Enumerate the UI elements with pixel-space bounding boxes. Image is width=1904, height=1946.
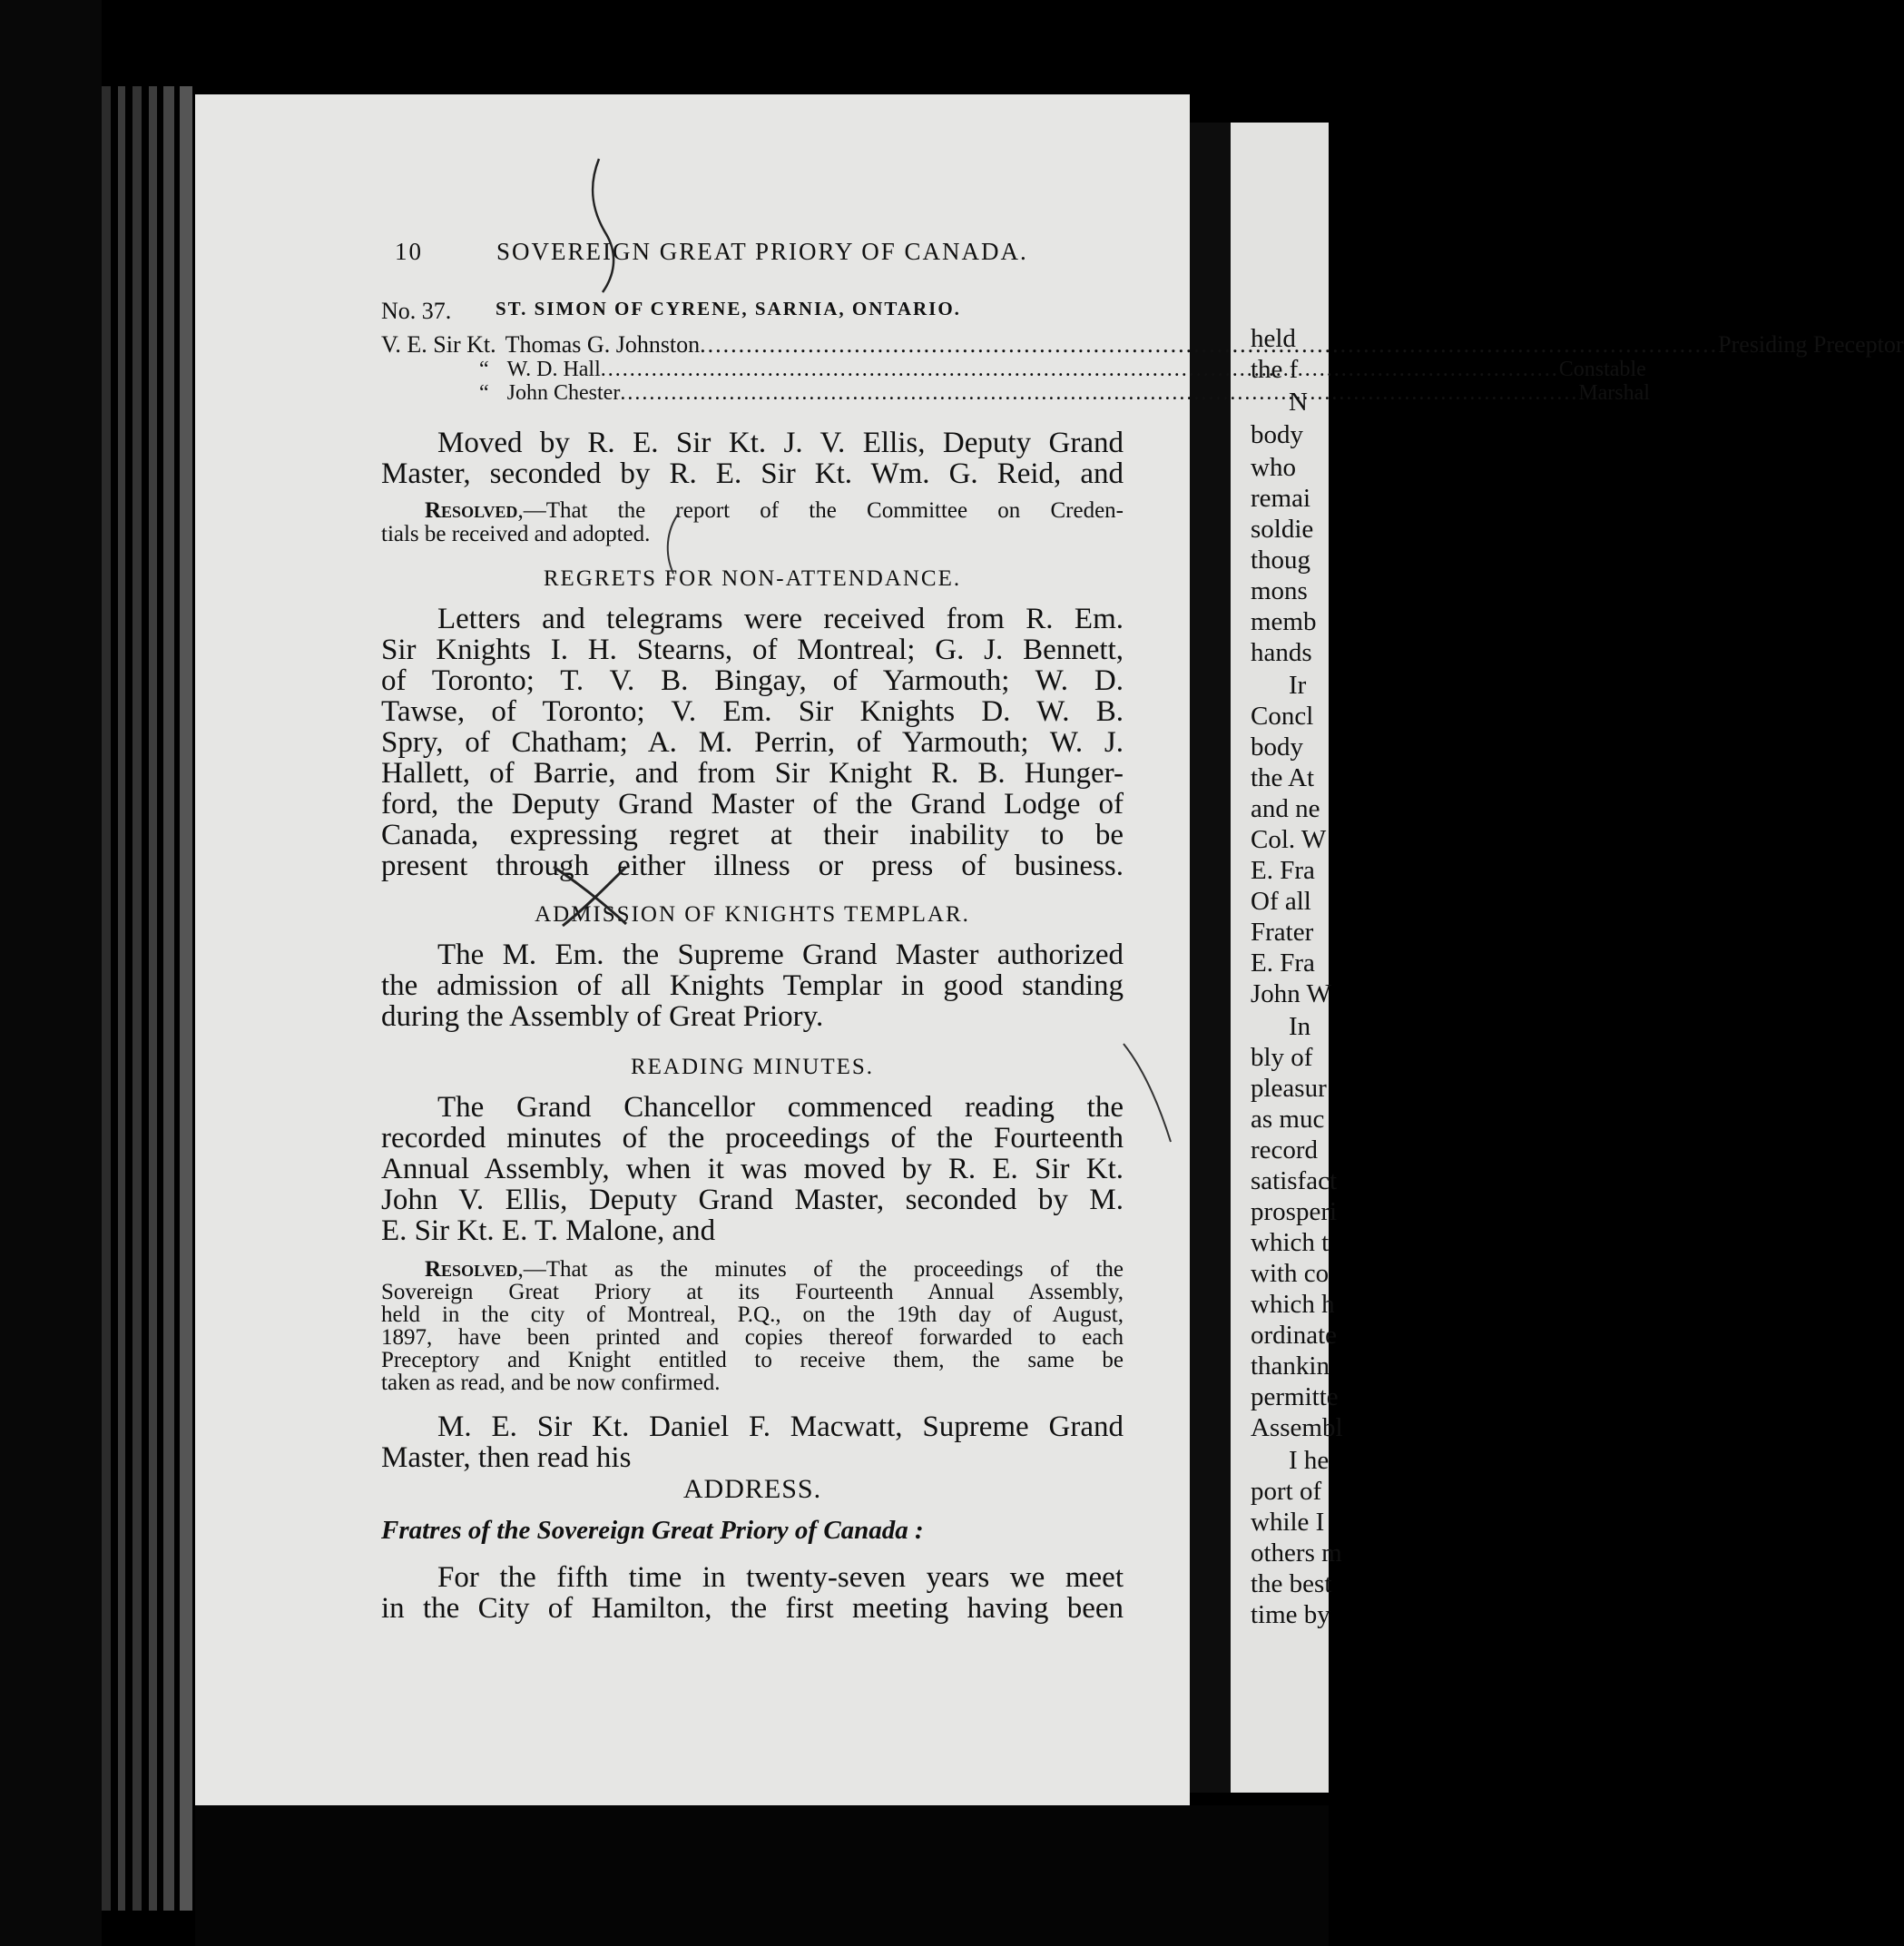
body-line: Tawse, of Toronto; V. Em. Sir Knights D. W. B. xyxy=(381,695,1124,728)
facing-line: Col. W xyxy=(1251,825,1327,854)
facing-line: Concl xyxy=(1251,702,1314,731)
facing-line: which t xyxy=(1251,1228,1330,1257)
preceptory-number: No. 37. xyxy=(381,298,452,324)
leader-dots xyxy=(601,358,1559,381)
facing-line: the best xyxy=(1251,1569,1332,1598)
body-line: Master, then read his xyxy=(381,1441,632,1474)
facing-line: soldie xyxy=(1251,515,1314,544)
facing-line: hands xyxy=(1251,638,1312,667)
facing-line: Assembl xyxy=(1251,1413,1343,1442)
facing-line: memb xyxy=(1251,607,1317,636)
facing-line: with co xyxy=(1251,1259,1330,1288)
facing-line: the At xyxy=(1251,763,1315,792)
officer-prefix: “ xyxy=(479,358,489,381)
body-line: of Toronto; T. V. B. Bingay, of Yarmouth; W. D. xyxy=(381,664,1124,697)
resolved-word: Resolved xyxy=(425,498,518,523)
officer-name: Thomas G. Johnston xyxy=(505,331,701,358)
leader-dots xyxy=(620,381,1578,405)
page-edge-strip xyxy=(163,86,174,1911)
facing-line: E. Fra xyxy=(1251,856,1315,885)
facing-line: bly of xyxy=(1251,1043,1313,1072)
facing-line: record xyxy=(1251,1135,1319,1165)
body-line: Sir Knights I. H. Stearns, of Montreal; G. J. Bennett, xyxy=(381,634,1124,666)
resolved-text: ,—That the report of the Committee on Creden- xyxy=(517,498,1124,523)
facing-line: held xyxy=(1251,324,1296,353)
facing-line: port of xyxy=(1251,1477,1322,1506)
facing-line: mons xyxy=(1251,576,1308,605)
page-edge-strip xyxy=(149,86,157,1911)
body-line: M. E. Sir Kt. Daniel F. Macwatt, Supreme Grand xyxy=(437,1410,1124,1443)
facing-line: and ne xyxy=(1251,794,1320,823)
facing-line: pleasur xyxy=(1251,1074,1327,1103)
facing-line: permitte xyxy=(1251,1382,1339,1411)
moved-line: Master, seconded by R. E. Sir Kt. Wm. G. Reid, and xyxy=(381,457,1124,490)
facing-line: John W xyxy=(1251,979,1331,1008)
section-heading: ADMISSION OF KNIGHTS TEMPLAR. xyxy=(535,902,970,927)
facing-line: as muc xyxy=(1251,1105,1325,1134)
body-line: the admission of all Knights Templar in good standing xyxy=(381,969,1124,1002)
leader-dots xyxy=(700,332,1718,358)
facing-line: others m xyxy=(1251,1538,1342,1568)
body-line: ford, the Deputy Grand Master of the Grand Lodge of xyxy=(381,788,1124,821)
body-line: The Grand Chancellor commenced reading the xyxy=(437,1091,1124,1124)
officer-name: W. D. Hall xyxy=(506,358,601,381)
body-line: recorded minutes of the proceedings of the Fourteenth xyxy=(381,1122,1124,1155)
body-line: For the fifth time in twenty-seven years we meet xyxy=(437,1561,1124,1594)
facing-line: thoug xyxy=(1251,545,1311,575)
facing-line: I he xyxy=(1289,1446,1330,1475)
resolved-line: Preceptory and Knight entitled to receive them, the same be xyxy=(381,1348,1124,1372)
body-line: Hallett, of Barrie, and from Sir Knight R. B. Hunger- xyxy=(381,757,1124,790)
resolved-line: 1897, have been printed and copies thereof forwarded to each xyxy=(381,1325,1124,1350)
resolved-line xyxy=(381,1258,1124,1281)
facing-line: thankin xyxy=(1251,1351,1330,1381)
officer-prefix: “ xyxy=(479,381,489,405)
body-line: Annual Assembly, when it was moved by R. E. Sir Kt. xyxy=(381,1153,1124,1185)
address-salutation: Fratres of the Sovereign Great Priory of Canada : xyxy=(381,1516,924,1545)
running-title: SOVEREIGN GREAT PRIORY OF CANADA. xyxy=(496,238,1028,265)
facing-line: while I xyxy=(1251,1508,1325,1537)
facing-line: body xyxy=(1251,420,1303,449)
facing-line: time by xyxy=(1251,1600,1330,1629)
body-line: during the Assembly of Great Priory. xyxy=(381,1000,824,1033)
officer-prefix: V. E. Sir Kt. xyxy=(381,331,496,358)
facing-line: Ir xyxy=(1289,671,1307,700)
book-edge xyxy=(0,0,102,1946)
facing-line: the f xyxy=(1251,355,1299,384)
facing-line: who xyxy=(1251,453,1296,482)
facing-line: remai xyxy=(1251,484,1311,513)
facing-line: prosperi xyxy=(1251,1197,1338,1226)
resolved-text: ,—That as the minutes of the proceedings of the xyxy=(517,1257,1124,1282)
resolved-line: Sovereign Great Priory at its Fourteenth Annual Assembly, xyxy=(381,1280,1124,1304)
preceptory-name: ST. SIMON OF CYRENE, SARNIA, ONTARIO. xyxy=(496,298,961,319)
section-heading: READING MINUTES. xyxy=(630,1055,875,1079)
body-line: present through either illness or press of business. xyxy=(381,850,1124,882)
body-line: John V. Ellis, Deputy Grand Master, seconded by M. xyxy=(381,1184,1124,1216)
officer-row xyxy=(381,381,1650,405)
page-edge-strip xyxy=(180,86,192,1911)
resolved-line: held in the city of Montreal, P.Q., on the 19th day of August, xyxy=(381,1302,1124,1327)
page-edge-strip xyxy=(102,86,111,1911)
address-heading: ADDRESS. xyxy=(682,1474,822,1504)
moved-line: Moved by R. E. Sir Kt. J. V. Ellis, Deputy Grand xyxy=(437,427,1124,459)
section-heading: REGRETS FOR NON-ATTENDANCE. xyxy=(543,566,962,591)
facing-line: Frater xyxy=(1251,918,1314,947)
facing-line: N xyxy=(1289,388,1308,417)
resolved-word: Resolved xyxy=(425,1257,518,1282)
body-line: The M. Em. the Supreme Grand Master authorized xyxy=(437,939,1124,971)
page-number: 10 xyxy=(395,238,423,265)
resolved-line: taken as read, and be now confirmed. xyxy=(381,1371,721,1395)
body-line: in the City of Hamilton, the first meeting having been xyxy=(381,1592,1124,1625)
facing-line: body xyxy=(1251,732,1303,762)
body-line: E. Sir Kt. E. T. Malone, and xyxy=(381,1214,716,1247)
facing-line: Of all xyxy=(1251,887,1311,916)
page-edge-strip xyxy=(118,86,125,1911)
body-line: Canada, expressing regret at their inability to be xyxy=(381,819,1124,851)
officer-office: Marshal xyxy=(1578,381,1650,405)
body-line: Letters and telegrams were received from R. Em. xyxy=(437,603,1124,635)
bottom-shadow xyxy=(195,1805,1329,1946)
officer-office: Presiding Preceptor xyxy=(1718,331,1904,358)
officer-office: Constable xyxy=(1558,358,1646,381)
facing-line: In xyxy=(1289,1012,1311,1041)
page-edge-strip xyxy=(132,86,142,1911)
resolved-line: tials be received and adopted. xyxy=(381,522,651,546)
resolved-line xyxy=(381,499,1124,522)
officer-name: John Chester xyxy=(506,381,621,405)
facing-line: ordinate xyxy=(1251,1321,1338,1350)
body-line: Spry, of Chatham; A. M. Perrin, of Yarmouth; W. J. xyxy=(381,726,1124,759)
facing-line: satisfact xyxy=(1251,1166,1338,1195)
facing-line: E. Fra xyxy=(1251,948,1315,978)
facing-line: which h xyxy=(1251,1290,1335,1319)
